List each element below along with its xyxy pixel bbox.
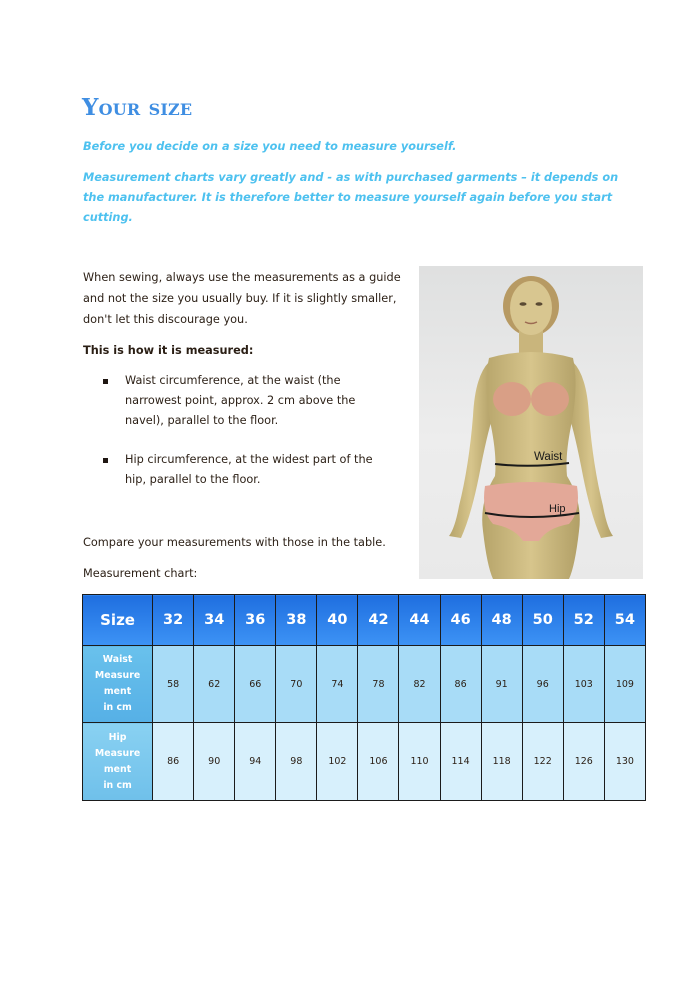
hip-cell: 86 (153, 723, 194, 801)
row-label-line: in cm (103, 702, 132, 713)
waist-cell: 86 (440, 646, 481, 723)
size-cell: 50 (522, 595, 563, 646)
size-cell: 40 (317, 595, 358, 646)
hip-cell: 110 (399, 723, 440, 801)
row-label-line: Measure (94, 747, 141, 759)
waist-row (83, 646, 646, 723)
how-measured-heading: This is how it is measured: (83, 344, 254, 357)
waist-cell: 58 (153, 646, 194, 723)
waist-cell: 109 (604, 646, 645, 723)
hip-cell: 106 (358, 723, 399, 801)
hip-row-header (83, 723, 153, 801)
size-cell: 54 (604, 595, 645, 646)
waist-cell: 62 (194, 646, 235, 723)
waist-cell: 96 (522, 646, 563, 723)
bra-right (531, 382, 569, 416)
size-cell: 32 (153, 595, 194, 646)
size-row (83, 595, 646, 646)
face-shape (510, 281, 552, 335)
list-item: Waist circumference, at the waist (the narrowest point, approx. 2 cm above the navel), parallel to the floor. (83, 371, 393, 431)
row-label-line: ment (103, 763, 132, 775)
waist-cell: 66 (235, 646, 276, 723)
waist-row-header (83, 646, 153, 723)
page-title: Your size (82, 94, 193, 121)
size-header: Size (83, 595, 153, 646)
row-label-line: Waist (102, 654, 133, 665)
hip-cell: 90 (194, 723, 235, 801)
size-cell: 38 (276, 595, 317, 646)
waist-cell: 82 (399, 646, 440, 723)
intro-line: Before you decide on a size you need to measure yourself. (83, 140, 457, 153)
hip-cell: 98 (276, 723, 317, 801)
compare-text: Compare your measurements with those in the table. (83, 536, 386, 549)
row-label-line: Hip (108, 731, 127, 743)
hip-cell: 94 (235, 723, 276, 801)
waist-cell: 91 (481, 646, 522, 723)
sewing-advice: When sewing, always use the measurements as a guide and not the size you usually buy. If it is slightly smaller, don't let this discourage you. (83, 271, 401, 326)
waist-cell: 70 (276, 646, 317, 723)
size-cell: 34 (194, 595, 235, 646)
hip-cell: 114 (440, 723, 481, 801)
waist-cell: 103 (563, 646, 604, 723)
waist-label: Waist (534, 451, 563, 463)
intro-paragraph: Measurement charts vary greatly and - as with purchased garments – it depends on the manufacturer. It is therefore better to measure yourself again before you start cutting. (83, 171, 619, 224)
bra-left (493, 382, 531, 416)
row-label-line: ment (103, 686, 132, 697)
waist-cell: 74 (317, 646, 358, 723)
size-cell: 52 (563, 595, 604, 646)
size-cell: 46 (440, 595, 481, 646)
measurement-table (82, 594, 646, 801)
measurement-list (83, 450, 393, 490)
row-label-line: in cm (103, 779, 132, 791)
hip-label: Hip (549, 503, 566, 515)
chart-label: Measurement chart: (83, 567, 198, 580)
size-cell: 48 (481, 595, 522, 646)
row-label-line: Measure (94, 670, 141, 681)
hip-cell: 122 (522, 723, 563, 801)
hip-row (83, 723, 646, 801)
hip-cell: 130 (604, 723, 645, 801)
hip-cell: 102 (317, 723, 358, 801)
size-cell: 44 (399, 595, 440, 646)
list-item: Hip circumference, at the widest part of the hip, parallel to the floor. (83, 450, 393, 490)
size-cell: 42 (358, 595, 399, 646)
waist-cell: 78 (358, 646, 399, 723)
hip-cell: 118 (481, 723, 522, 801)
hip-cell: 126 (563, 723, 604, 801)
measurement-list (83, 371, 393, 431)
body-figure-illustration (419, 266, 643, 579)
size-cell: 36 (235, 595, 276, 646)
body-measurement-figure (419, 266, 643, 579)
